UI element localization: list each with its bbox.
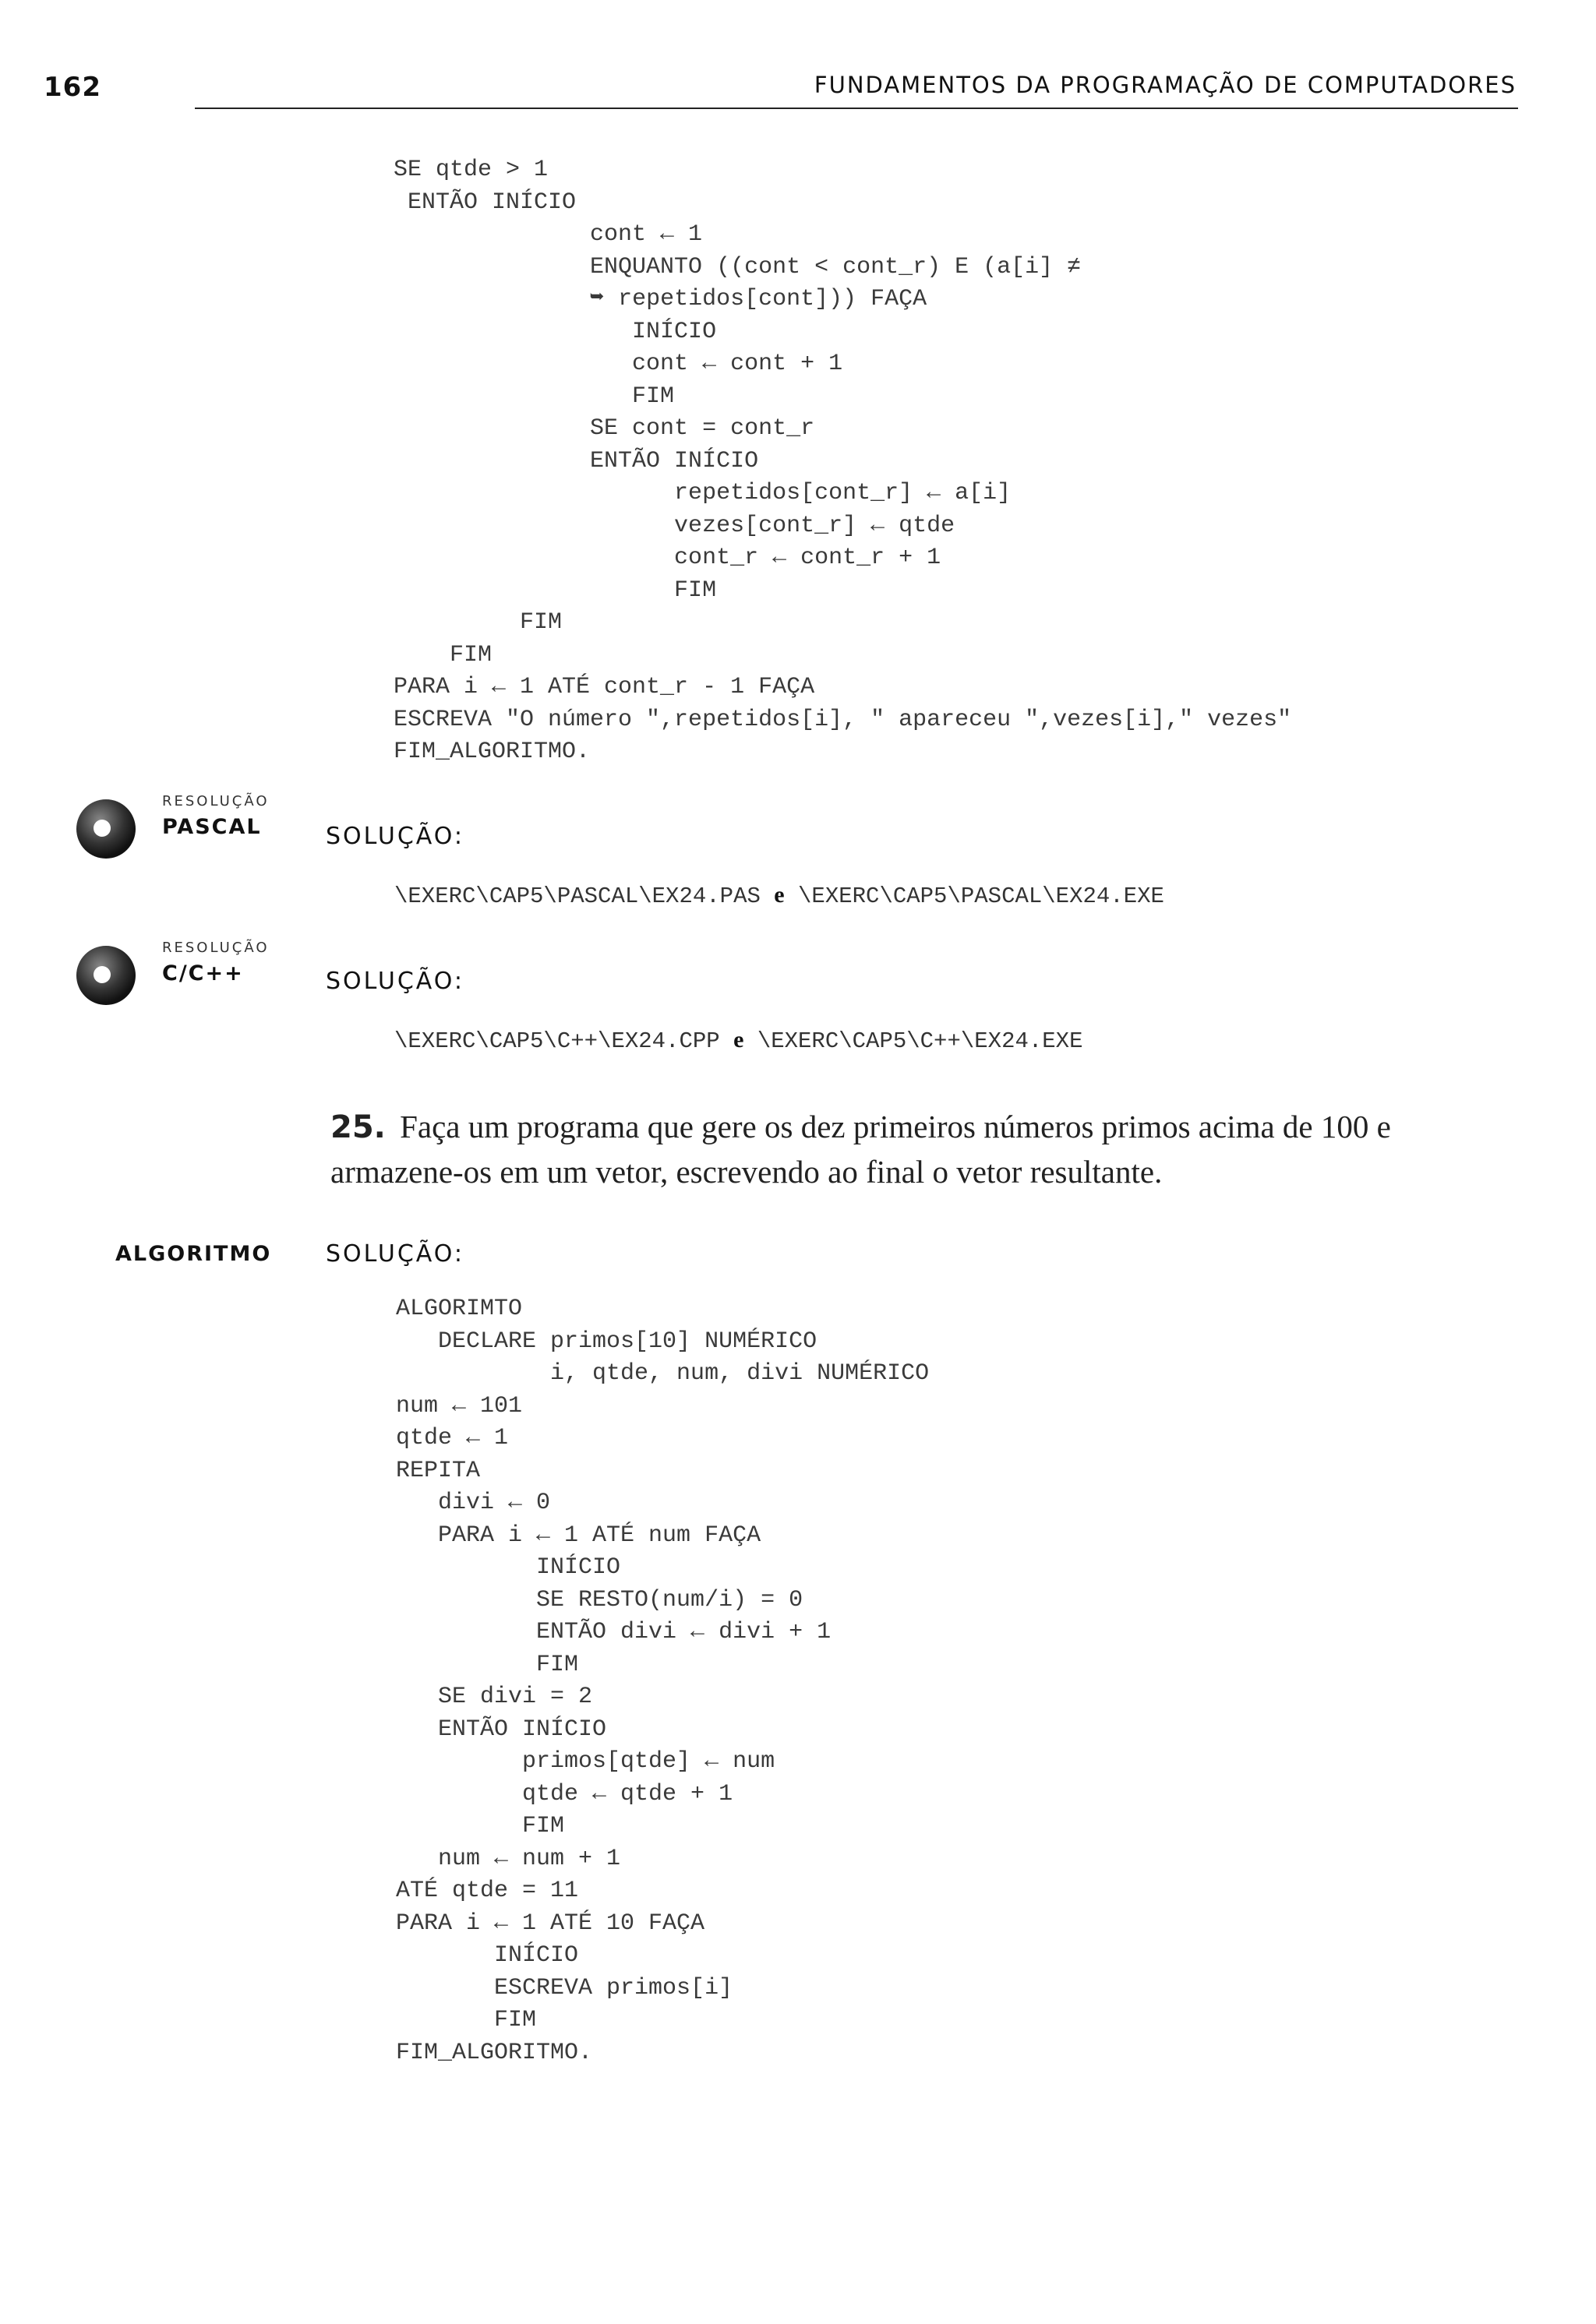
exercise-number: 25.	[330, 1109, 386, 1145]
conjunction: e	[733, 1027, 744, 1053]
code-block-previous-exercise: SE qtde > 1 ENTÃO INÍCIO cont ← 1 ENQUANTO ((cont < cont_r) E (a[i] ≠ ➥ repetidos[cont])) FAÇA INÍCIO cont ← cont + 1 FIM SE cont = cont_r ENTÃO INÍCIO repetidos[cont_r] ← a[i] vezes[cont_r] ← qtde cont_r ← cont_r + 1 FIM FIM FIM PARA i ← 1 ATÉ cont_r - 1 FAÇA ESCREVA "O número ",repetidos[i], " apareceu ",vezes[i]," vezes" FIM_ALGORITMO.	[394, 157, 1292, 765]
algorithm-label: ALGORITMO	[115, 1242, 272, 1266]
conjunction: e	[774, 882, 785, 908]
header-rule	[195, 108, 1518, 109]
pascal-source-file: \EXERC\CAP5\PASCAL\EX24.PAS	[394, 883, 761, 909]
exercise-text: Faça um programa que gere os dez primeiros números primos acima de 100 e armazene-os em um vetor, escrevendo ao final o vetor resultante.	[330, 1109, 1391, 1190]
pascal-solution-heading: SOLUÇÃO:	[326, 823, 464, 850]
badge-kicker: RESOLUÇÃO	[162, 940, 270, 956]
page-number: 162	[44, 72, 101, 103]
pascal-file-paths	[394, 882, 1164, 909]
badge-kicker: RESOLUÇÃO	[162, 793, 270, 809]
running-header-title: FUNDAMENTOS DA PROGRAMAÇÃO DE COMPUTADORES	[814, 72, 1517, 98]
code-block-algorithm: ALGORIMTO DECLARE primos[10] NUMÉRICO i, qtde, num, divi NUMÉRICO num ← 101 qtde ← 1 REPITA divi ← 0 PARA i ← 1 ATÉ num FAÇA INÍCIO SE RESTO(num/i) = 0 ENTÃO divi ← divi + 1 FIM SE divi = 2 ENTÃO INÍCIO primos[qtde] ← num qtde ← qtde + 1 FIM num ← num + 1 ATÉ qtde = 11 PARA i ← 1 ATÉ 10 FAÇA INÍCIO ESCREVA primos[i] FIM FIM_ALGORITMO.	[396, 1296, 930, 2066]
pascal-exe-file: \EXERC\CAP5\PASCAL\EX24.EXE	[798, 883, 1164, 909]
cpp-solution-heading: SOLUÇÃO:	[326, 968, 464, 995]
disc-icon	[76, 799, 136, 859]
exercise-25	[330, 1105, 1523, 1194]
pascal-resolution-badge	[76, 793, 310, 863]
cpp-file-paths	[394, 1027, 1082, 1054]
cpp-exe-file: \EXERC\CAP5\C++\EX24.EXE	[757, 1028, 1083, 1054]
cpp-source-file: \EXERC\CAP5\C++\EX24.CPP	[394, 1028, 720, 1054]
badge-title: C/C++	[162, 961, 244, 986]
badge-title: PASCAL	[162, 815, 262, 839]
cpp-resolution-badge	[76, 940, 310, 1010]
disc-icon	[76, 946, 136, 1005]
algorithm-solution-heading: SOLUÇÃO:	[326, 1240, 464, 1268]
